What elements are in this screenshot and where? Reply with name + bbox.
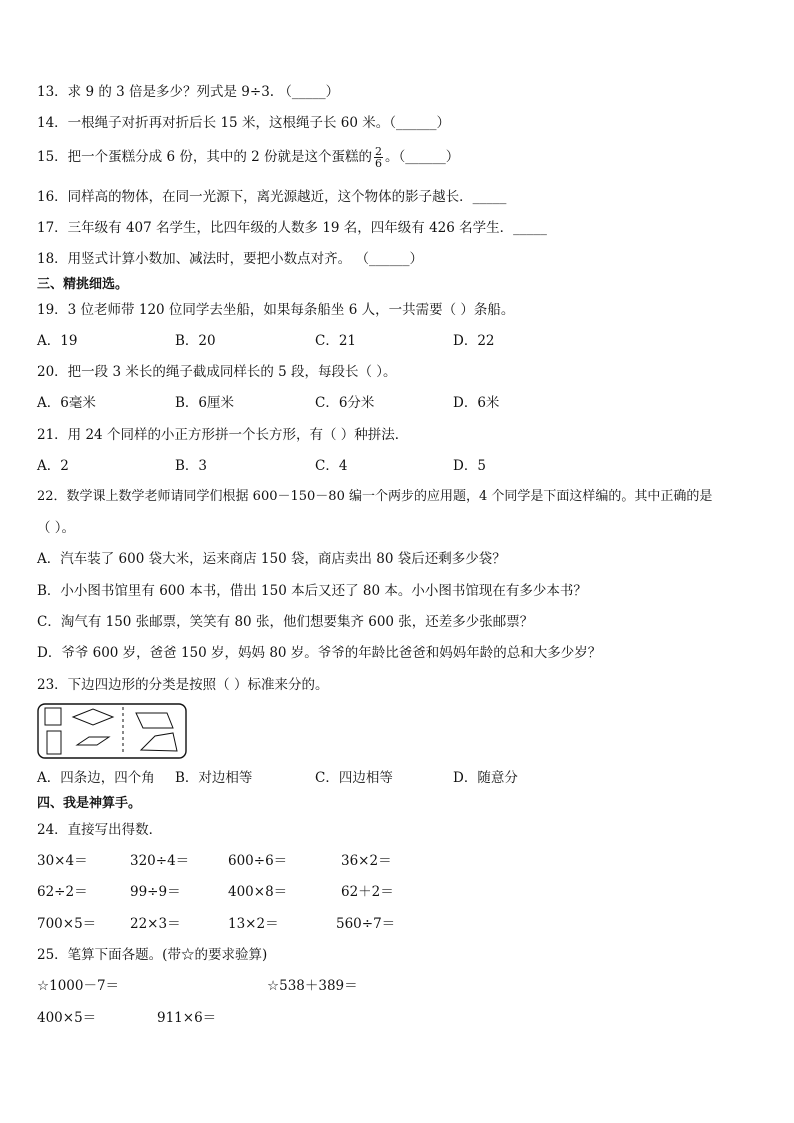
option-b: B．20 (175, 333, 216, 349)
calc-item: 700×5＝ (37, 916, 97, 932)
rectangle-shape (47, 731, 61, 754)
calc-item: 600÷6＝ (228, 853, 288, 869)
question-15-text: 15．把一个蛋糕分成 6 份，其中的 2 份就是这个蛋糕的 (37, 149, 373, 165)
question-15 (37, 146, 459, 169)
option-a: A．2 (37, 458, 69, 474)
question-21: 21．用 24 个同样的小正方形拼一个长方形，有（ ）种拼法． (37, 427, 409, 443)
question-22-cont: （ ）。 (37, 520, 76, 536)
option-c: C．6分米 (315, 395, 375, 411)
question-16: 16．同样高的物体，在同一光源下，离光源越近，这个物体的影子越长．_____ (37, 189, 507, 205)
irregular-quadrilateral-shape (141, 733, 177, 751)
option-b: B．3 (175, 458, 208, 474)
rhombus-shape (73, 709, 113, 725)
option-d: D．随意分 (453, 770, 518, 786)
calc-item: 560÷7＝ (336, 916, 396, 932)
question-17: 17．三年级有 407 名学生，比四年级的人数多 19 名，四年级有 426 名学生．_____ (37, 220, 547, 236)
option-b: B．小小图书馆里有 600 本书，借出 150 本后又还了 80 本。小小图书馆现在有多少本书？ (37, 583, 587, 599)
trapezoid-shape (136, 713, 173, 728)
option-d: D．22 (453, 333, 495, 349)
option-c: C．四边相等 (315, 770, 393, 786)
calc-item: 99÷9＝ (130, 884, 181, 900)
question-13: 13．求 9 的 3 倍是多少？列式是 9÷3. （_____） (37, 84, 340, 100)
square-shape (45, 708, 61, 725)
option-a: A．6毫米 (37, 395, 96, 411)
calc-item: 13×2＝ (228, 916, 279, 932)
option-a: A．四条边，四个角 (37, 770, 155, 786)
calc-item: 911×6＝ (157, 1010, 217, 1026)
calc-item: 62＋2＝ (341, 884, 394, 900)
parallelogram-shape (77, 737, 109, 745)
question-22: 22．数学课上数学老师请同学们根据 600－150－80 编一个两步的应用题，4 个同学是下面这样编的。其中正确的是 (37, 489, 713, 504)
option-a: A．汽车装了 600 袋大米，运来商店 150 袋，商店卖出 80 袋后还剩多少袋？ (37, 551, 506, 567)
calc-item: 36×2＝ (341, 853, 392, 869)
calc-item: 320÷4＝ (130, 853, 190, 869)
fraction-denominator: 6 (375, 157, 383, 170)
question-23: 23．下边四边形的分类是按照（ ）标准来分的。 (37, 677, 329, 693)
option-d: D．6米 (453, 395, 500, 411)
option-c: C．淘气有 150 张邮票，笑笑有 80 张，他们想要集齐 600 张，还差多少张邮票？ (37, 614, 534, 630)
calc-item: 62÷2＝ (37, 884, 88, 900)
calc-item: ☆1000－7＝ (37, 978, 120, 994)
question-20: 20．把一段 3 米长的绳子截成同样长的 5 段，每段长（ ）。 (37, 364, 397, 380)
option-b: B．6厘米 (175, 395, 235, 411)
calc-item: 30×4＝ (37, 853, 88, 869)
calc-item: 22×3＝ (130, 916, 181, 932)
question-19: 19．3 位老师带 120 位同学去坐船，如果每条船坐 6 人，一共需要（ ）条船。 (37, 302, 515, 318)
section-heading-3: 三、精挑细选。 (37, 277, 129, 292)
question-15-blank: 。（______） (385, 149, 460, 165)
calc-item: 400×5＝ (37, 1010, 97, 1026)
question-25: 25．笔算下面各题。(带☆的要求验算) (37, 947, 268, 963)
option-c: C．21 (315, 333, 357, 349)
question-24: 24．直接写出得数． (37, 822, 163, 838)
section-heading-4: 四、我是神算手。 (37, 796, 142, 811)
option-c: C．4 (315, 458, 348, 474)
calc-item: ☆538＋389＝ (267, 978, 358, 994)
question-14: 14．一根绳子对折再对折后长 15 米，这根绳子长 60 米。（______） (37, 115, 450, 131)
option-a: A．19 (37, 333, 78, 349)
calc-item: 400×8＝ (228, 884, 288, 900)
fraction (374, 146, 383, 169)
option-b: B．对边相等 (175, 770, 253, 786)
quadrilateral-figure (37, 703, 187, 759)
question-18: 18．用竖式计算小数加、减法时，要把小数点对齐。 （______） (37, 251, 423, 267)
option-d: D．爷爷 600 岁，爸爸 150 岁，妈妈 80 岁。爷爷的年龄比爸爸和妈妈年龄的总和大多少岁？ (37, 645, 602, 661)
option-d: D．5 (453, 458, 486, 474)
fraction-numerator: 2 (375, 145, 383, 158)
